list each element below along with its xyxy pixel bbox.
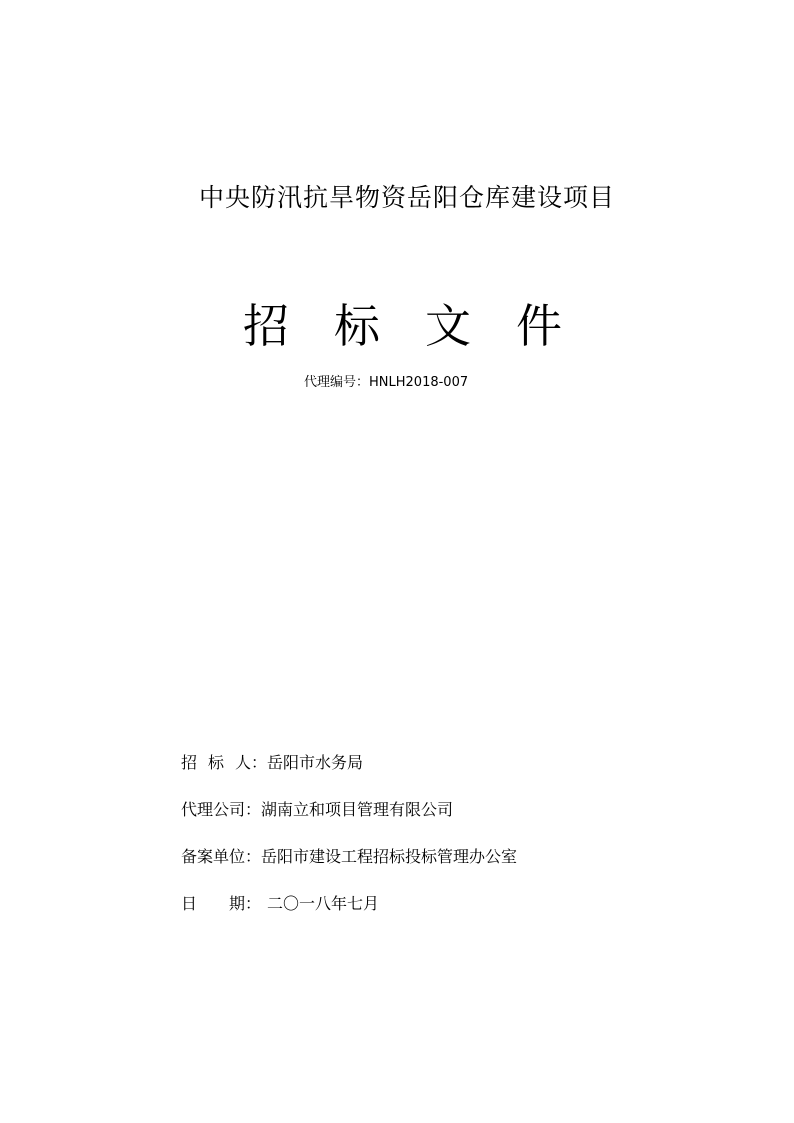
info-colon: ：	[245, 800, 262, 819]
info-row-filing-unit	[181, 844, 517, 891]
agency-code-label: 代理编号：	[304, 375, 370, 390]
info-label: 招 标 人	[181, 753, 251, 772]
info-row-tenderer	[181, 750, 517, 797]
cover-info-block	[181, 750, 517, 938]
info-colon: ：	[251, 753, 268, 772]
document-title: 招标文件	[243, 299, 607, 353]
info-colon: ：	[245, 894, 262, 913]
agency-code	[304, 371, 468, 390]
info-label: 日 期	[181, 894, 245, 913]
info-value: 湖南立和项目管理有限公司	[261, 800, 454, 819]
info-value: 岳阳市建设工程招标投标管理办公室	[261, 847, 518, 866]
info-row-date	[181, 891, 517, 938]
info-value: 二〇一八年七月	[267, 894, 380, 913]
project-title: 中央防汛抗旱物资岳阳仓库建设项目	[198, 183, 615, 212]
agency-code-value: HNLH2018-007	[369, 375, 469, 390]
info-value: 岳阳市水务局	[267, 753, 364, 772]
info-label: 备案单位	[181, 847, 246, 866]
info-row-agency	[181, 797, 517, 844]
info-label: 代理公司	[181, 800, 246, 819]
info-colon: ：	[245, 847, 262, 866]
